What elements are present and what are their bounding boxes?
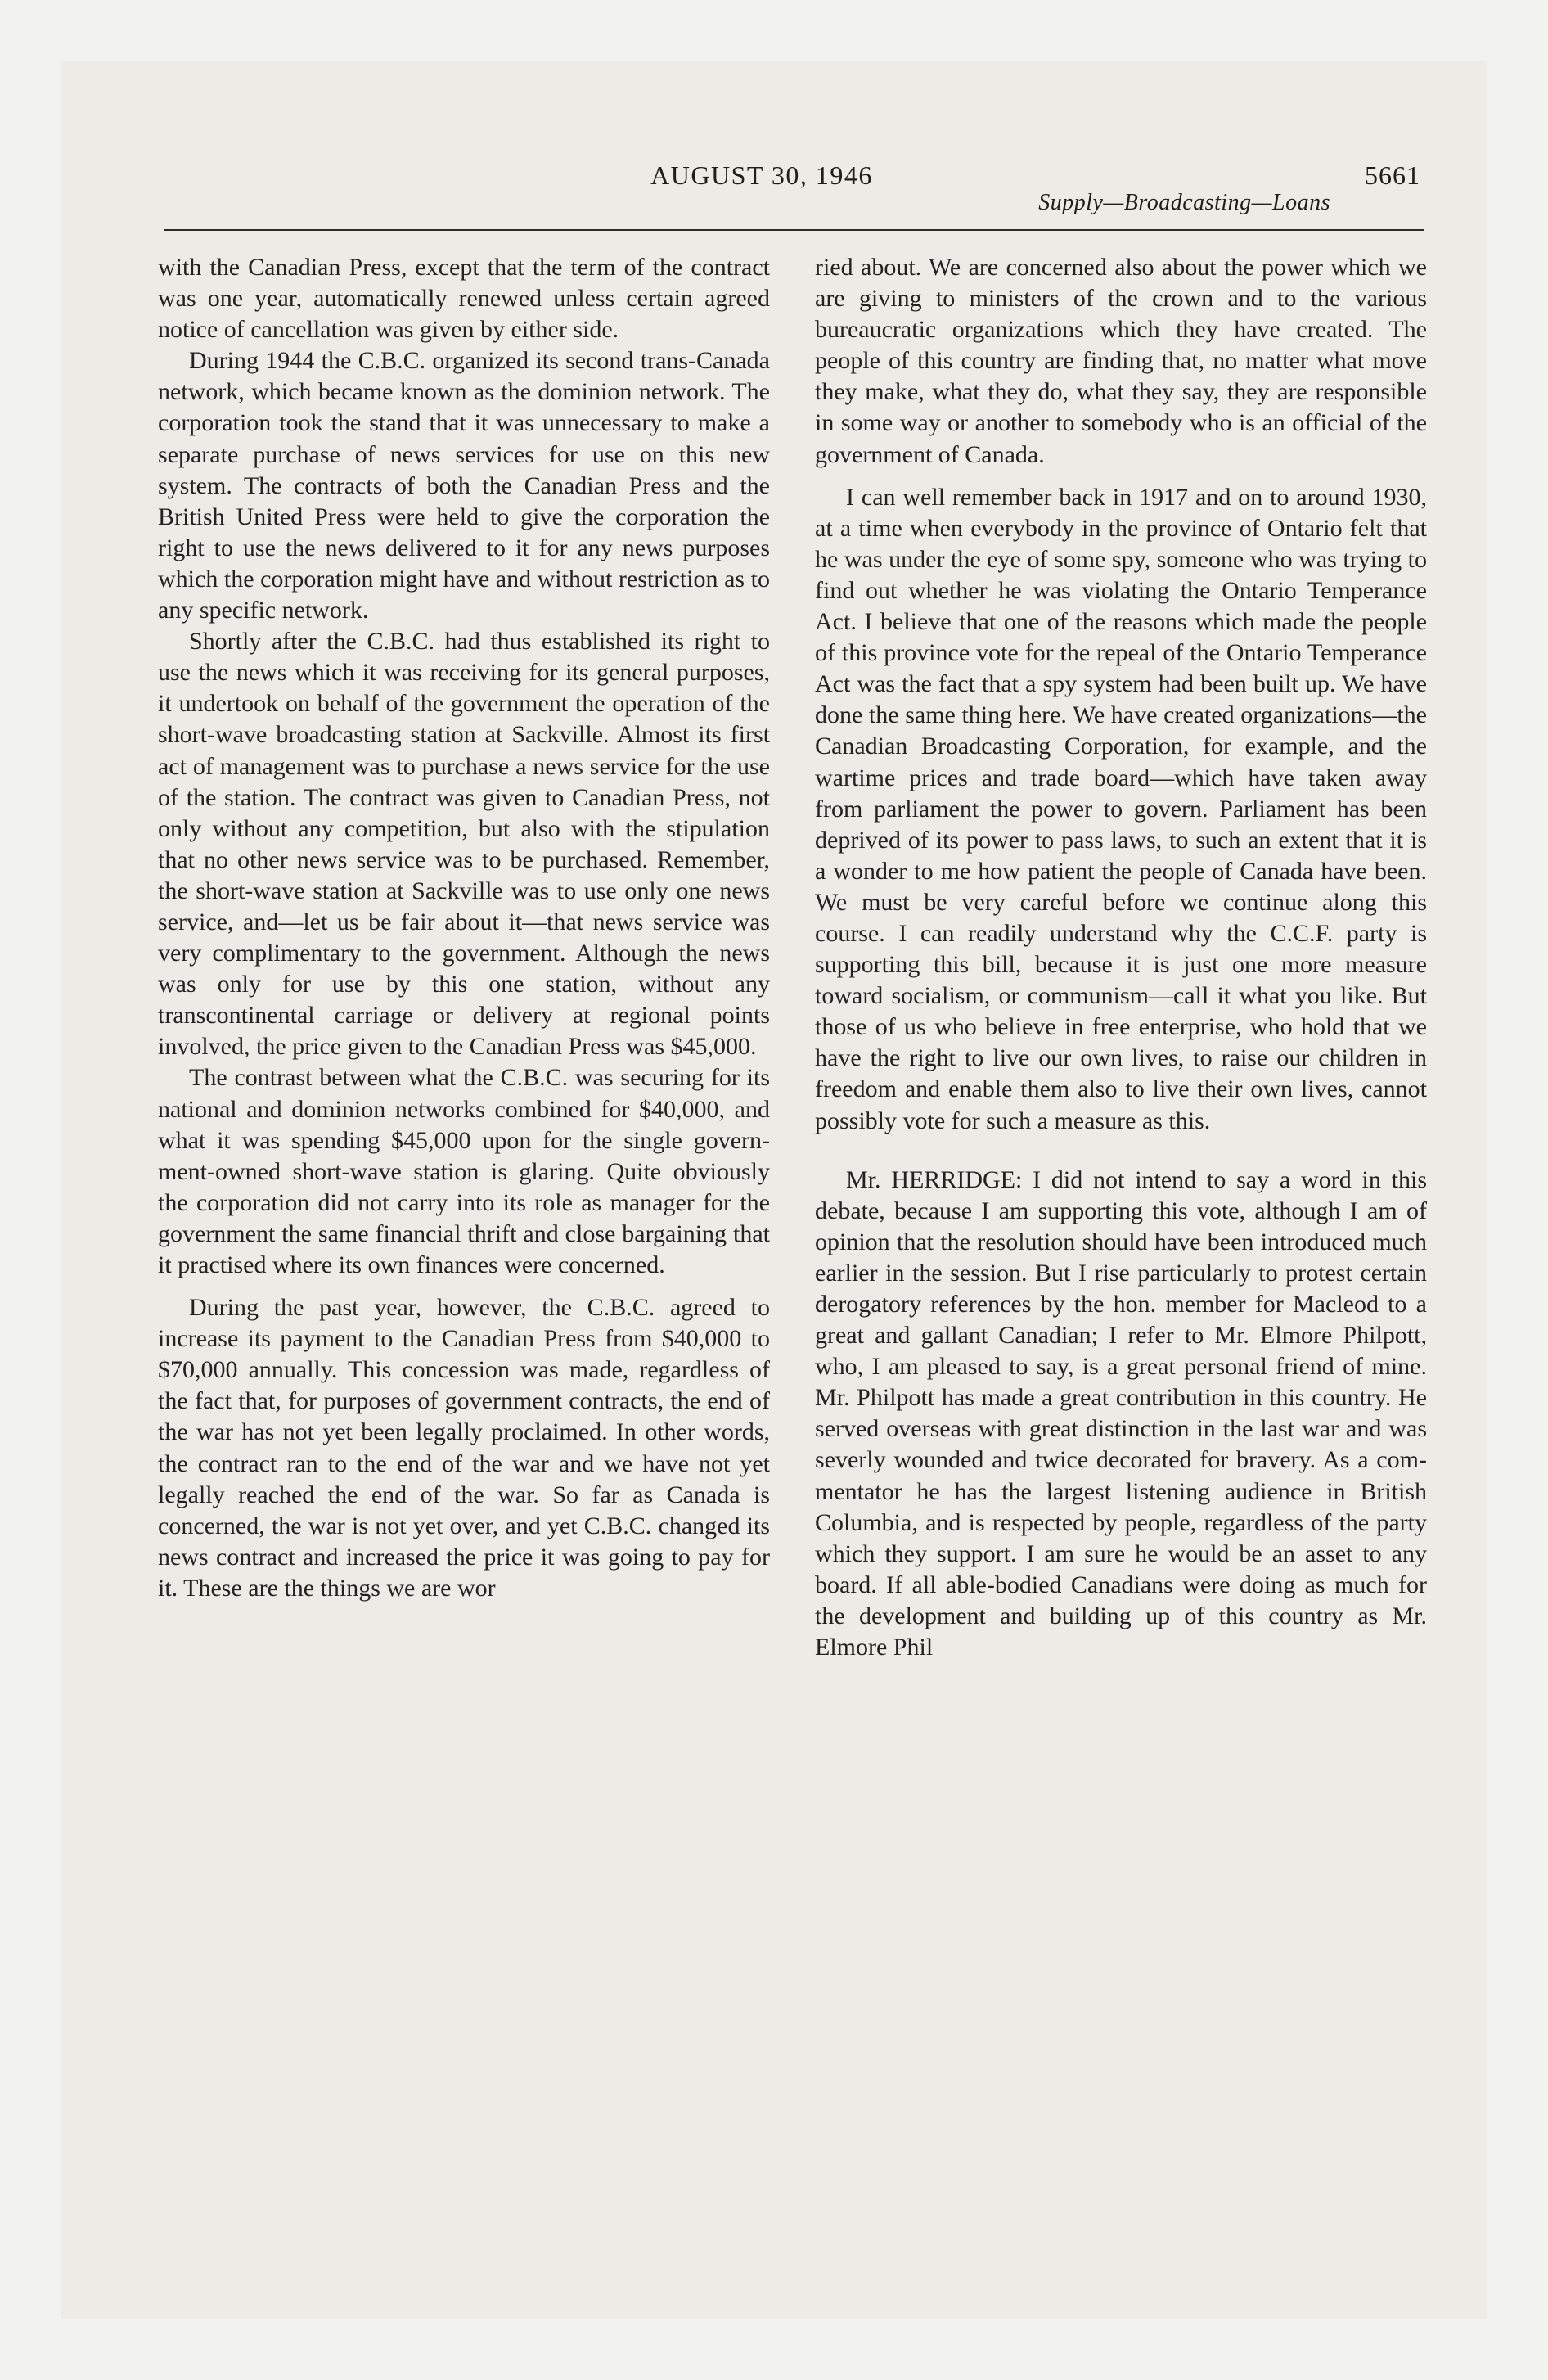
- running-title: Supply—Broadcasting—Loans: [1038, 190, 1330, 215]
- right-column: [815, 252, 1427, 2274]
- paragraph: ried about. We are concerned also about the power which we are giving to ministers of the crown and to the various bureaucratic organizations which they have created. The people of this country are finding that, no matter what move they make, what they do, what they say, they are responsible in some way or another to somebody who is an official of the government of Canada.: [815, 254, 1427, 468]
- paragraph: I can well remember back in 1917 and on to around 1930, at a time when everybody in the province of Ontario felt that he was under the eye of some spy, someone who was trying to find out whether he was violating the Ontario Temperance Act. I believe that one of the reasons which made the people of this province vote for the repeal of the Ontario Temperance Act was the fact that a spy system had been built up. We have done the same thing here. We have created organizations—the Canadian Broadcasting Corporation, for example, and the wartime prices and trade board—which have taken away from parliament the power to govern. Parliament has been deprived of its power to pass laws, to such an extent that it is a wonder to me how patient the people of Canada have been. We must be very careful before we continue along this course. I can readily understand why the C.C.F. party is supporting this bill, because it is just one more measure toward socialism, or communism—call it what you like. But those of us who believe in free enterprise, who hold that we have the right to live our own lives, to raise our children in freedom and enable them also to live their own lives, cannot possibly vote for such a measure as this.: [815, 483, 1427, 1134]
- left-column: [158, 252, 770, 2274]
- header-rule: [164, 229, 1424, 231]
- paragraph: The contrast between what the C.B.C. was securing for its national and dominion networks combined for $40,000, and what it was spending $45,000 upon for the single government-owned short-wave station is glaring. Quite obviously the corporation did not carry into its role as manager for the government the same financial thrift and close bargaining that it practised where its own finances were concerned.: [158, 1064, 770, 1278]
- page-number: 5661: [1365, 160, 1420, 190]
- page-header: [103, 160, 1420, 215]
- header-date: AUGUST 30, 1946: [650, 160, 873, 190]
- paragraph: with the Canadian Press, except that the term of the contract was one year, automatically renewed unless certain agreed notice of cancellation was given by either side.: [158, 254, 770, 344]
- speech-herridge: Mr. HERRIDGE: I did not intend to say a word in this debate, because I am supporting this vote, although I am of opinion that the resolution should have been introduced much earlier in the session. But I rise particularly to protest certain derogatory references by the hon. member for Macleod to a great and gallant Canadian; I refer to Mr. Elmore Philpott, who, I am pleased to say, is a great personal friend of mine. Mr. Philpott has made a great contribution in this country. He served overseas with great distinction in the last war and was severly wounded and twice decorated for bravery. As a commentator he has the largest listening audience in British Columbia, and is respected by people, regardless of the party which they support. I am sure he would be an asset to any board. If all able-bodied Canadians were doing as much for the development and building up of this country as Mr. Elmore Phil: [815, 1165, 1427, 1661]
- paragraph: During 1944 the C.B.C. organized its second trans-Canada network, which became known as the dominion network. The corporation took the stand that it was unnecessary to make a separate purchase of news services for use on this new system. The contracts of both the Canadian Press and the British United Press were held to give the corporation the right to use the news delivered to it for any news purposes which the corporation might have and without restriction as to any specific network.: [158, 347, 770, 624]
- paragraph: Shortly after the C.B.C. had thus established its right to use the news which it was receiving for its general purposes, it undertook on behalf of the government the operation of the short-wave broadcasting station at Sackville. Almost its first act of management was to purchase a news service for the use of the station. The contract was given to Canadian Press, not only without any competition, but also with the stipulation that no other news service was to be purchased. Remember, the short-wave station at Sackville was to use only one news service, and—let us be fair about it—that news service was very complimentary to the government. Although the news was only for use by this one station, without any transcontinental carriage or delivery at regional points involved, the price given to the Canadian Press was $45,000.: [158, 628, 770, 1061]
- paragraph: During the past year, however, the C.B.C. agreed to increase its payment to the Canadian Press from $40,000 to $70,000 annually. This concession was made, regardless of the fact that, for purposes of government contracts, the end of the war has not yet been legally proclaimed. In other words, the contract ran to the end of the war and we have not yet legally reached the end of the war. So far as Canada is concerned, the war is not yet over, and yet C.B.C. changed its news contract and increased the price it was going to pay for it. These are the things we are wor: [158, 1294, 770, 1602]
